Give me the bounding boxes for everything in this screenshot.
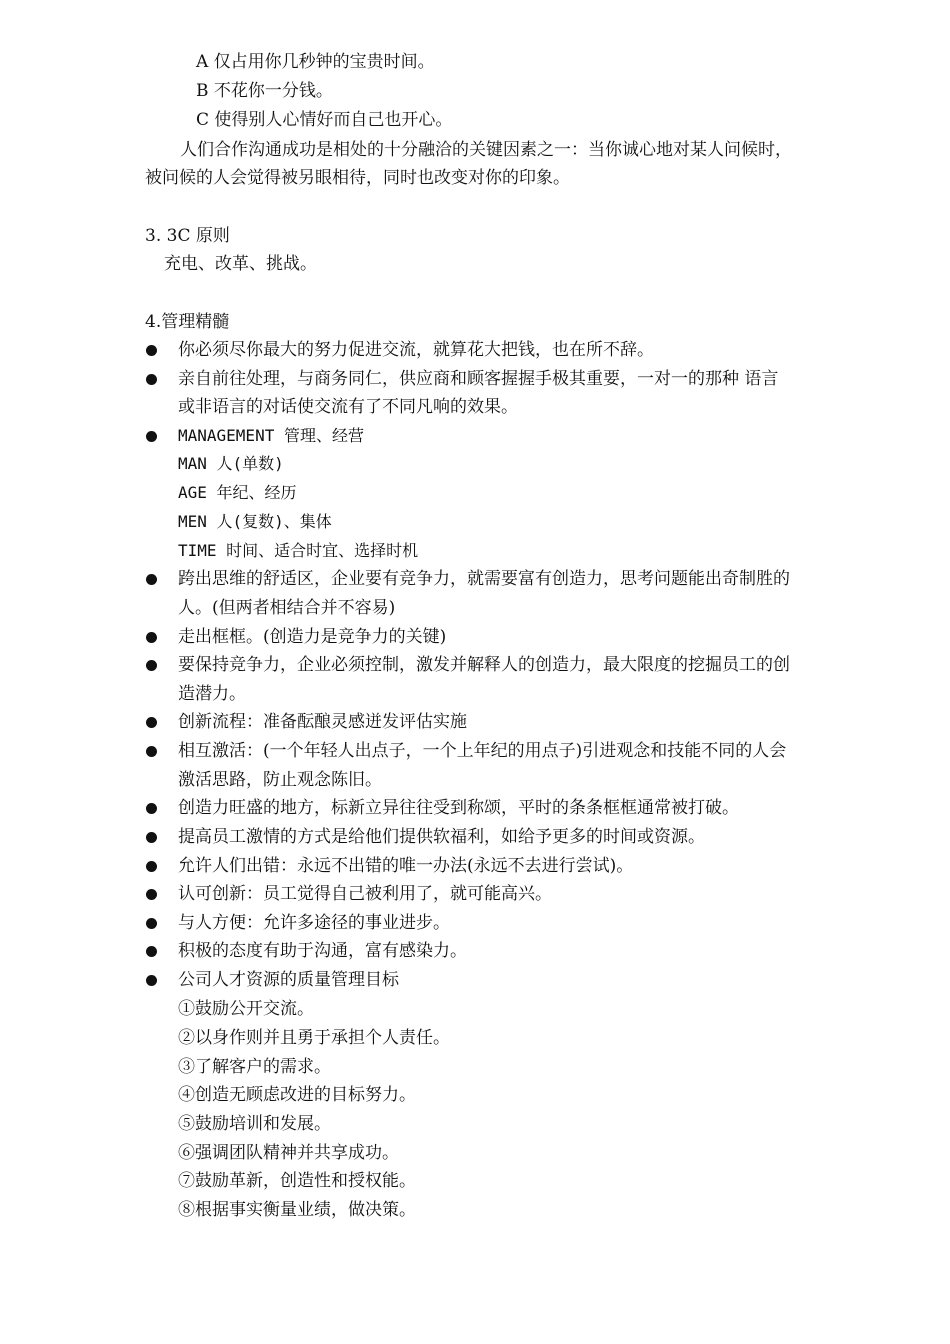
bullet-sub-line: TIME 时间、适合时宜、选择时机 xyxy=(178,541,419,560)
bullet-dot xyxy=(146,918,157,929)
numbered-goal-item: ④创造无顾虑改进的目标努力。 xyxy=(178,1085,416,1105)
numbered-goal-item: ①鼓励公开交流。 xyxy=(178,999,314,1019)
intro-option-a: A 仅占用你几秒钟的宝贵时间。 xyxy=(196,52,435,72)
bullet-text: 亲自前往处理，与商务同仁，供应商和顾客握握手极其重要，一对一的那种 语言 xyxy=(178,369,779,389)
numbered-goal-item: ⑦鼓励革新，创造性和授权能。 xyxy=(178,1171,416,1191)
bullet-text: 创新流程：准备酝酿灵感迸发评估实施 xyxy=(178,712,467,732)
bullet-dot xyxy=(146,632,157,643)
bullet-text: MANAGEMENT 管理、经营 xyxy=(178,426,364,445)
intro-option-c: C 使得别人心情好而自己也开心。 xyxy=(196,110,453,130)
bullet-text: 创造力旺盛的地方，标新立异往往受到称颂，平时的条条框框通常被打破。 xyxy=(178,798,739,818)
bullet-text-continued: 造潜力。 xyxy=(178,684,246,704)
intro-paragraph-line-1: 人们合作沟通成功是相处的十分融洽的关键因素之一：当你诚心地对某人问候时， xyxy=(180,140,792,160)
bullet-text: 积极的态度有助于沟通，富有感染力。 xyxy=(178,941,467,961)
bullet-text: 走出框框。(创造力是竞争力的关键) xyxy=(178,627,447,647)
numbered-goal-item: ⑧根据事实衡量业绩，做决策。 xyxy=(178,1200,416,1220)
section-4-heading: 4.管理精髓 xyxy=(145,312,230,332)
bullet-dot xyxy=(146,946,157,957)
intro-option-b: B 不花你一分钱。 xyxy=(196,81,333,101)
bullet-sub-line: MEN 人(复数)、集体 xyxy=(178,512,332,531)
bullet-text: 提高员工激情的方式是给他们提供软福利，如给予更多的时间或资源。 xyxy=(178,827,705,847)
bullet-text-continued: 激活思路，防止观念陈旧。 xyxy=(178,770,382,790)
bullet-dot xyxy=(146,832,157,843)
bullet-dot xyxy=(146,345,157,356)
bullet-dot xyxy=(146,803,157,814)
bullet-dot xyxy=(146,746,157,757)
bullet-dot xyxy=(146,660,157,671)
bullet-dot xyxy=(146,975,157,986)
bullet-dot xyxy=(146,431,157,442)
section-3-heading: 3. 3C 原则 xyxy=(145,226,230,246)
bullet-text-continued: 或非语言的对话使交流有了不同凡响的效果。 xyxy=(178,397,518,417)
bullet-sub-line: AGE 年纪、经历 xyxy=(178,483,297,502)
bullet-text-continued: 人。(但两者相结合并不容易) xyxy=(178,598,396,618)
bullet-dot xyxy=(146,717,157,728)
bullet-dot xyxy=(146,374,157,385)
numbered-goal-item: ⑥强调团队精神并共享成功。 xyxy=(178,1143,399,1163)
bullet-dot xyxy=(146,574,157,585)
bullet-text: 公司人才资源的质量管理目标 xyxy=(178,970,399,990)
bullet-dot xyxy=(146,861,157,872)
bullet-text: 允许人们出错：永远不出错的唯一办法(永远不去进行尝试)。 xyxy=(178,856,634,876)
bullet-text: 认可创新：员工觉得自己被利用了，就可能高兴。 xyxy=(178,884,552,904)
bullet-text: 跨出思维的舒适区，企业要有竞争力，就需要富有创造力，思考问题能出奇制胜的 xyxy=(178,569,790,589)
numbered-goal-item: ⑤鼓励培训和发展。 xyxy=(178,1114,331,1134)
section-3-body: 充电、改革、挑战。 xyxy=(164,254,317,274)
bullet-text: 你必须尽你最大的努力促进交流，就算花大把钱，也在所不辞。 xyxy=(178,340,654,360)
bullet-dot xyxy=(146,889,157,900)
bullet-text: 相互激活：(一个年轻人出点子，一个上年纪的用点子)引进观念和技能不同的人会 xyxy=(178,741,787,761)
bullet-text: 要保持竞争力，企业必须控制，激发并解释人的创造力，最大限度的挖掘员工的创 xyxy=(178,655,790,675)
numbered-goal-item: ②以身作则并且勇于承担个人责任。 xyxy=(178,1028,450,1048)
bullet-text: 与人方便：允许多途径的事业进步。 xyxy=(178,913,450,933)
numbered-goal-item: ③了解客户的需求。 xyxy=(178,1057,331,1077)
intro-paragraph-line-2: 被问候的人会觉得被另眼相待，同时也改变对你的印象。 xyxy=(145,168,570,188)
bullet-sub-line: MAN 人(单数) xyxy=(178,454,284,473)
